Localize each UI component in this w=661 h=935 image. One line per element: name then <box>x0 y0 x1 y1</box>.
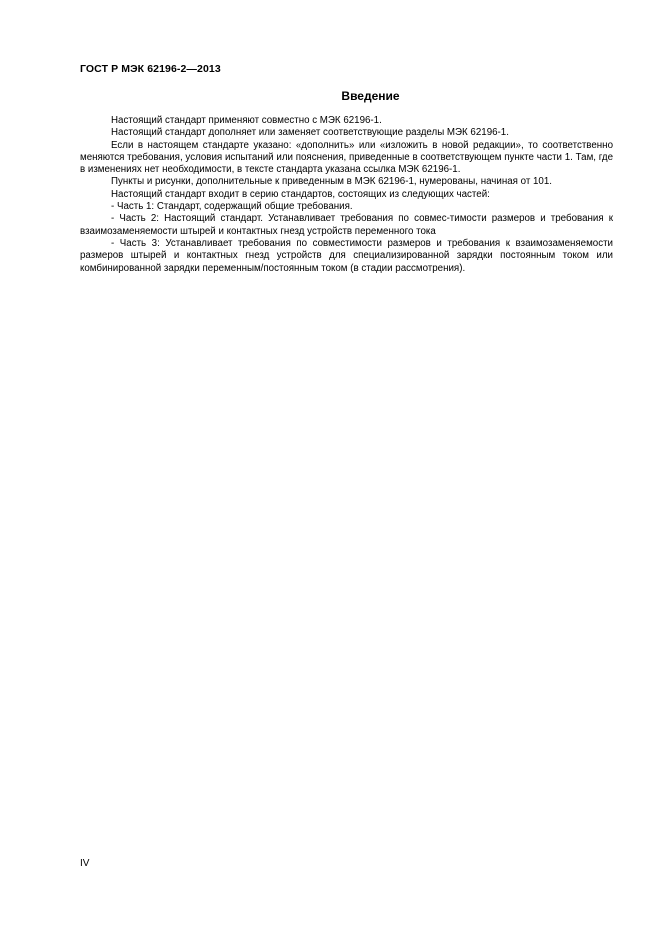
document-header: ГОСТ Р МЭК 62196-2—2013 <box>80 63 221 75</box>
paragraph: Пункты и рисунки, дополнительные к приведенным в МЭК 62196-1, нумерованы, начиная от 101. <box>111 176 552 188</box>
list-item: - Часть 1: Стандарт, содержащий общие требования. <box>111 201 353 213</box>
paragraph: Настоящий стандарт применяют совместно с МЭК 62196-1. <box>111 115 382 126</box>
paragraph: Настоящий стандарт входит в серию стандартов, состоящих из следующих частей: <box>111 188 490 200</box>
list-item: - Часть 2: Настоящий стандарт. Устанавливает требования по совмес-тимости размеров и требования к взаимозаменяемости штырей и контактных гнезд устройств переменного тока <box>80 213 613 237</box>
document-body <box>80 115 613 275</box>
list-item: - Часть 3: Устанавливает требования по совместимости размеров и требования к взаимозаменяемости размеров штырей и контактных гнезд устройств для специализированной зарядки постоянным током или комбинированной зарядки переменным/постоянным током (в стадии рассмотрения). <box>80 237 613 274</box>
paragraph: Настоящий стандарт дополняет или заменяет соответствующие разделы МЭК 62196-1. <box>111 127 509 139</box>
paragraph: Если в настоящем стандарте указано: «дополнить» или «изложить в новой редакции», то соответственно меняются требования, условия испытаний или пояснения, приведенные в соответствующем пункте части 1. Там, где в изменениях нет необходимости, в тексте стандарта указана ссылка МЭК 62196-1. <box>80 139 613 176</box>
section-title: Введение <box>341 89 400 103</box>
page-number: IV <box>80 858 90 869</box>
